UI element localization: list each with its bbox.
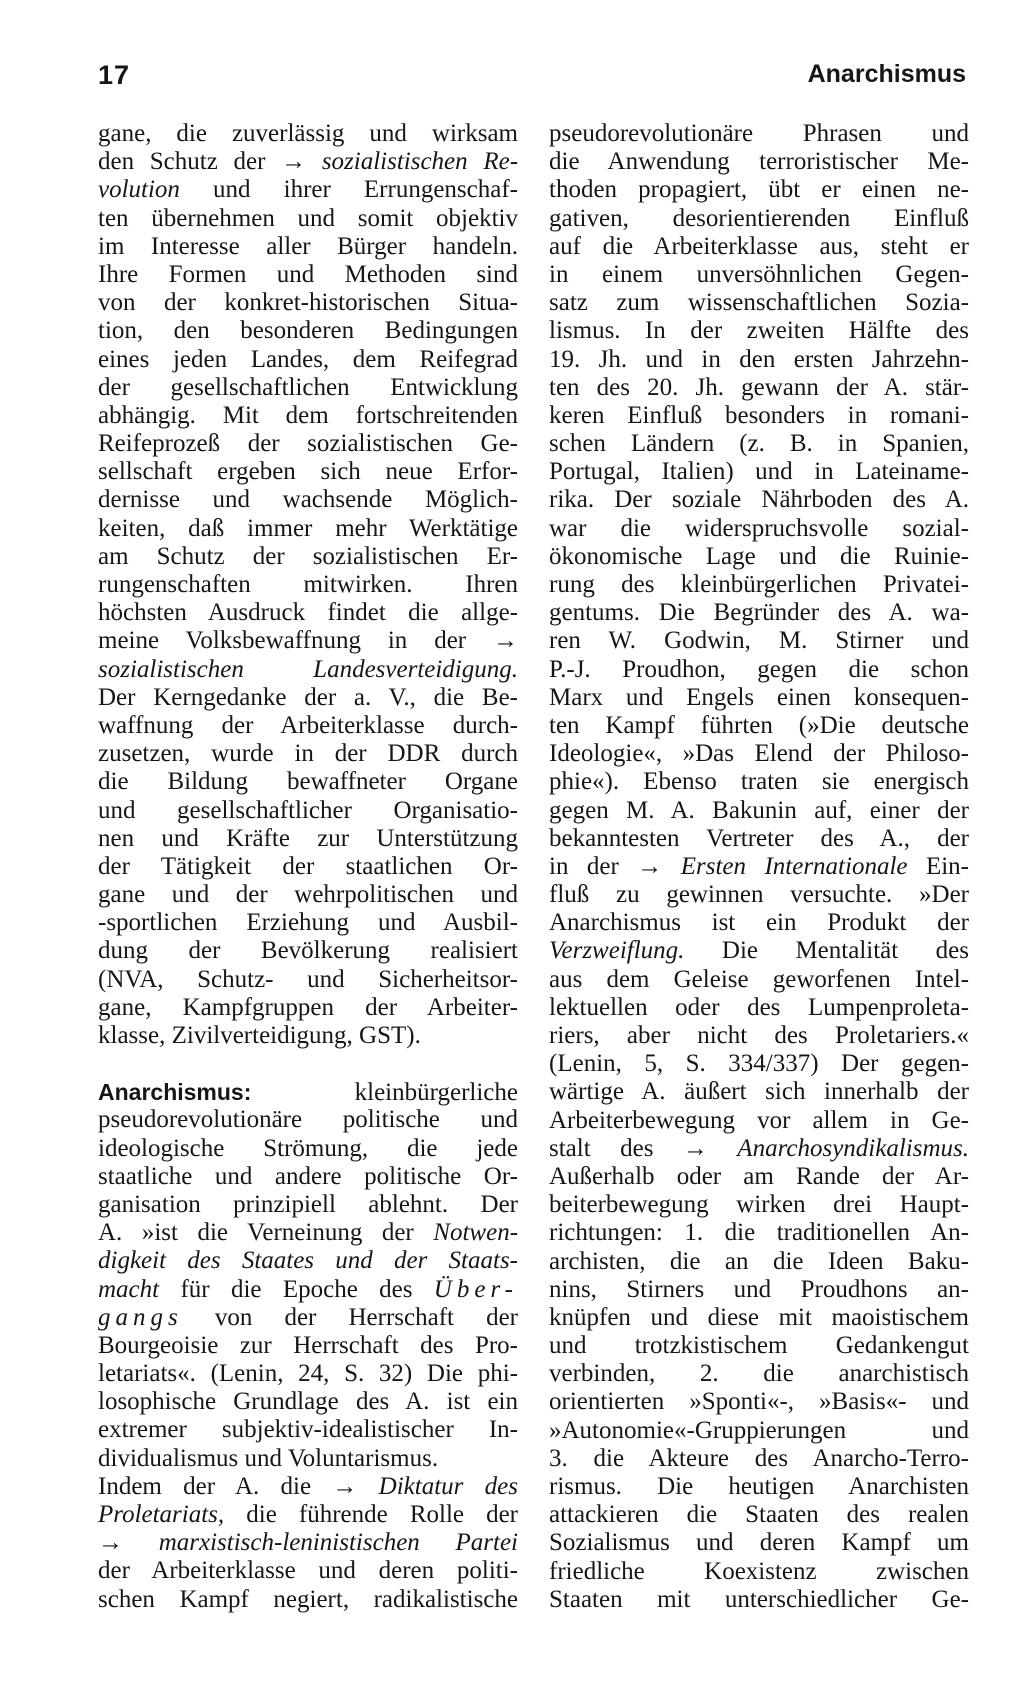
text-line: Ihre Formen und Methoden sind [98, 260, 518, 288]
cross-reference: sozialistischen Re- [321, 148, 519, 176]
text-line: (Lenin, 5, S. 334/337) Der gegen- [549, 1050, 969, 1078]
text-line: beiterbewegung wirken drei Haupt- [549, 1191, 969, 1219]
text-line: staatliche und andere politische Or- [98, 1162, 518, 1190]
text-line: in der → Ersten Internationale Ein- [549, 852, 969, 880]
spaced-emphasis: Über- [433, 1275, 519, 1303]
text-line: lektuellen oder des Lumpenproleta- [549, 993, 969, 1021]
text-line: macht für die Epoche des Über- [98, 1275, 519, 1303]
cross-reference-arrow: → [493, 627, 519, 655]
text-line: Ideologie«, »Das Elend der Philoso- [549, 740, 969, 768]
text-line: sellschaft ergeben sich neue Erfor- [98, 458, 518, 486]
text-line: in einem unversöhnlichen Gegen- [549, 260, 969, 288]
text-line: stalt des → Anarchosyndikalismus. [549, 1134, 969, 1162]
running-head: Anarchismus [807, 60, 966, 88]
text-line: orientierten »Sponti«-, »Basis«- und [549, 1388, 969, 1416]
cross-reference: Ersten Internationale [680, 852, 908, 880]
text-line: abhängig. Mit dem fortschreitenden [98, 401, 518, 429]
text-line: letariats«. (Lenin, 24, S. 32) Die phi- [98, 1360, 518, 1388]
text-line: Portugal, Italien) und in Lateiname- [549, 458, 969, 486]
text-line: Sozialismus und deren Kampf um [549, 1529, 969, 1557]
cross-reference-arrow: → [332, 1472, 358, 1500]
text-line: gane und der wehrpolitischen und [98, 881, 518, 909]
text-line: auf die Arbeiterklasse aus, steht er [549, 232, 969, 260]
text-line: dernisse und wachsende Möglich- [98, 486, 518, 514]
cross-reference: Proletariats, [98, 1501, 225, 1528]
text-line: gentums. Die Begründer des A. wa- [549, 599, 969, 627]
text-line: höchsten Ausdruck findet die allge- [98, 599, 518, 627]
text-line: der Tätigkeit der staatlichen Or- [98, 852, 518, 880]
text-line: ren W. Godwin, M. Stirner und [549, 627, 969, 655]
text-line: keren Einfluß besonders in romani- [549, 401, 969, 429]
entry-spacing [98, 1050, 518, 1078]
text-line: die Bildung bewaffneter Organe [98, 768, 518, 796]
text-line: extremer subjektiv-idealistischer In- [98, 1416, 518, 1444]
page-number: 17 [98, 60, 131, 90]
text-line: friedliche Koexistenz zwischen [549, 1557, 969, 1585]
text-line: richtungen: 1. die traditionellen An- [549, 1219, 969, 1247]
text-line: A. »ist die Verneinung der Notwen- [98, 1219, 519, 1247]
text-line: keiten, daß immer mehr Werktätige [98, 514, 518, 542]
text-line: Verzweiflung. Die Mentalität des [549, 937, 969, 965]
text-line: riers, aber nicht des Proletariers.« [549, 1022, 969, 1049]
text-line: klasse, Zivilverteidigung, GST). [98, 1022, 421, 1049]
text-line: Marx und Engels einen konsequen- [549, 683, 969, 711]
text-line: gane, die zuverlässig und wirksam [98, 120, 518, 147]
text-line: pseudorevolutionäre politische und [98, 1106, 518, 1134]
text-line: verbinden, 2. die anarchistisch [549, 1360, 969, 1388]
entry-term: Anarchismus: [98, 1079, 252, 1106]
text-line: Proletariats, die führende Rolle der [98, 1501, 519, 1528]
spaced-emphasis: gangs [98, 1303, 183, 1331]
text-line: 19. Jh. und in den ersten Jahrzehn- [549, 345, 969, 373]
text-line: die Anwendung terroristischer Me- [549, 148, 969, 176]
text-line: am Schutz der sozialistischen Er- [98, 542, 518, 570]
text-line: losophische Grundlage des A. ist ein [98, 1388, 518, 1416]
text-line: dung der Bevölkerung realisiert [98, 937, 518, 965]
text-line: fluß zu gewinnen versuchte. »Der [549, 881, 969, 909]
text-line: Arbeiterbewegung vor allem in Ge- [549, 1106, 969, 1134]
text-line: der Arbeiterklasse und deren politi- [98, 1557, 518, 1585]
text-line: nins, Stirners und Proudhons an- [549, 1275, 969, 1303]
text-line: im Interesse aller Bürger handeln. [98, 232, 518, 260]
text-line: tion, den besonderen Bedingungen [98, 317, 518, 345]
text-line: von der konkret-historischen Situa- [98, 289, 518, 317]
text-line: ten übernehmen und somit objektiv [98, 204, 518, 232]
text-line: volution und ihrer Errungenschaf- [98, 176, 518, 204]
text-line: thoden propagiert, übt er einen ne- [549, 176, 969, 204]
text-line: gativen, desorientierenden Einfluß [549, 204, 969, 232]
text-line: knüpfen und diese mit maoistischem [549, 1303, 969, 1331]
text-line: ten des 20. Jh. gewann der A. stär- [549, 373, 969, 401]
text-line: 3. die Akteure des Anarcho-Terro- [549, 1444, 969, 1472]
text-line: rung des kleinbürgerlichen Privatei- [549, 571, 969, 598]
text-line: digkeit des Staates und der Staats- [98, 1247, 518, 1275]
text-line: schen Kampf negiert, radikalistische [98, 1585, 518, 1613]
text-line: gane, Kampfgruppen der Arbeiter- [98, 993, 518, 1021]
text-line: gegen M. A. Bakunin auf, einer der [549, 796, 969, 824]
text-line: war die widerspruchsvolle sozial- [549, 514, 969, 542]
page-header [98, 60, 966, 100]
text-line: dividualismus und Voluntarismus. [98, 1444, 439, 1472]
text-line: lismus. In der zweiten Hälfte des [549, 317, 969, 345]
cross-reference: volution [98, 176, 180, 204]
text-line: -sportlichen Erziehung und Ausbil- [98, 909, 518, 937]
text-line: den Schutz der → sozialistischen Re- [98, 148, 519, 176]
text-line: meine Volksbewaffnung in der → [98, 627, 519, 655]
entry-heading-line: Anarchismus: kleinbürgerliche [98, 1079, 518, 1107]
text-line: satz zum wissenschaftlichen Sozia- [549, 289, 969, 317]
text-line: eines jeden Landes, dem Reifegrad [98, 345, 518, 373]
text-line: Staaten mit unterschiedlicher Ge- [549, 1585, 969, 1613]
cross-reference-arrow: → [637, 852, 663, 880]
text-line: pseudorevolutionäre Phrasen und [549, 120, 969, 147]
cross-reference: sozialistischen Landesverteidigung. [98, 655, 518, 683]
text-line: waffnung der Arbeiterklasse durch- [98, 711, 518, 739]
text-line: »Autonomie«-Gruppierungen und [549, 1416, 969, 1444]
text-line: (NVA, Schutz- und Sicherheitsor- [98, 965, 518, 993]
text-line: wärtige A. äußert sich innerhalb der [549, 1078, 969, 1106]
text-line: bekanntesten Vertreter des A., der [549, 824, 969, 852]
text-line: rismus. Die heutigen Anarchisten [549, 1473, 969, 1500]
text-line: gangs von der Herrschaft der [98, 1303, 518, 1331]
text-line: schen Ländern (z. B. in Spanien, [549, 430, 969, 458]
text-line: ökonomische Lage und die Ruinie- [549, 542, 969, 570]
text-line: rungenschaften mitwirken. Ihren [98, 571, 518, 598]
right-column [549, 120, 969, 1614]
text-line [98, 656, 518, 684]
cross-reference-arrow: → [98, 1529, 123, 1557]
text-line: zusetzen, wurde in der DDR durch [98, 740, 518, 768]
cross-reference: marxistisch-leninistischen Partei [158, 1529, 518, 1557]
cross-reference: Diktatur des [378, 1472, 518, 1500]
text-line: ideologische Strömung, die jede [98, 1134, 518, 1162]
text-line: Anarchismus ist ein Produkt der [549, 909, 969, 937]
text-line: Außerhalb oder am Rande der Ar- [549, 1162, 969, 1190]
text-line: und trotzkistischem Gedankengut [549, 1332, 969, 1360]
text-line: der gesellschaftlichen Entwicklung [98, 373, 518, 401]
text-line: aus dem Geleise geworfenen Intel- [549, 965, 969, 993]
text-line: rika. Der soziale Nährboden des A. [549, 486, 969, 514]
text-line: Indem der A. die → Diktatur des [98, 1472, 518, 1500]
text-line [98, 1529, 518, 1557]
left-column [98, 120, 518, 1614]
cross-reference-arrow: → [281, 148, 307, 176]
text-line: ten Kampf führten (»Die deutsche [549, 711, 969, 739]
text-line: archisten, die an die Ideen Baku- [549, 1247, 969, 1275]
text-line: Der Kerngedanke der a. V., die Be- [98, 683, 518, 711]
cross-reference-arrow: → [682, 1134, 708, 1162]
text-line: attackieren die Staaten des realen [549, 1501, 969, 1529]
text-line: phie«). Ebenso traten sie energisch [549, 768, 969, 796]
text-line: Bourgeoisie zur Herrschaft des Pro- [98, 1331, 518, 1359]
text-line: nen und Kräfte zur Unterstützung [98, 824, 518, 852]
text-line: Reifeprozeß der sozialistischen Ge- [98, 430, 518, 458]
cross-reference: Anarchosyndikalismus. [737, 1134, 969, 1162]
text-line: ganisation prinzipiell ablehnt. Der [98, 1190, 518, 1218]
text-line: P.-J. Proudhon, gegen die schon [549, 655, 969, 683]
text-line: und gesellschaftlicher Organisatio- [98, 796, 518, 824]
